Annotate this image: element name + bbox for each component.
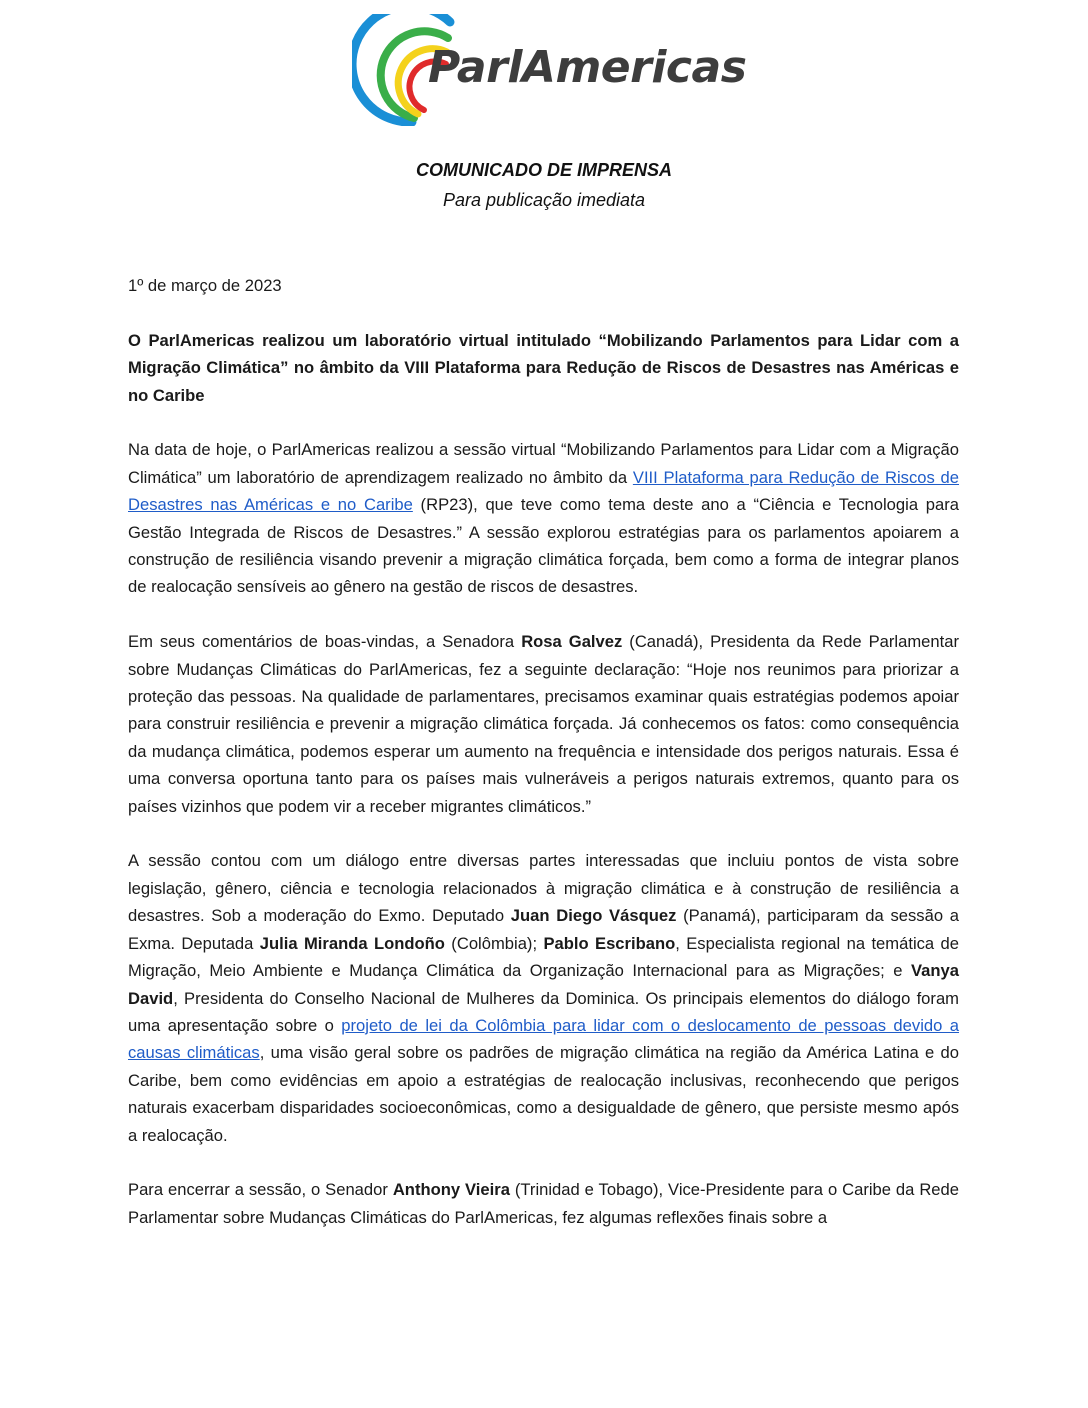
p3-text-d: , Especialista regional na temática de Migração, Meio Ambiente e Mudança Climática da Organização Internacional para as Migrações; e: [128, 933, 959, 981]
p3-text-a: A sessão contou com um diálogo entre diversas partes interessadas que incluiu pontos de vista sobre legislação, gênero, ciência e tecnologia relacionados à migração climática e à construção de resiliência a desastres. Sob a moderação do Exmo. Deputado: [128, 851, 959, 926]
p3-name-2: Julia Miranda Londoño: [259, 933, 445, 953]
document-body: [128, 272, 959, 1259]
p3-name-1: Juan Diego Vásquez: [510, 906, 677, 926]
p2-text-a: Em seus comentários de boas-vindas, a Senadora: [128, 632, 522, 652]
p2-name: Rosa Galvez: [521, 632, 623, 652]
p4-text-b: (Trinidad e Tobago), Vice-Presidente para o Caribe da Rede Parlamentar sobre Mudanças Climáticas do ParlAmericas, fez algumas reflexões finais sobre a: [128, 1180, 959, 1227]
colombia-bill-link[interactable]: projeto de lei da Colômbia para lidar com o deslocamento de pessoas devido a causas climáticas: [128, 1015, 959, 1063]
logo-wordmark: ParlAmericas: [428, 42, 747, 93]
p2-text-b: (Canadá), Presidenta da Rede Parlamentar sobre Mudanças Climáticas do ParlAmericas, fez a seguinte declaração: “Hoje nos reunimos para priorizar a proteção das pessoas. Na qualidade de parlamentares, precisamos examinar quais estratégias podemos apoiar para construir resiliência e prevenir a migração climática forçada. Já conhecemos os fatos: como consequência da mudança climática, podemos esperar um aumento na frequência e intensidade dos perigos naturais. Essa é uma conversa oportuna tanto para os países mais vulneráveis a perigos naturais extremos, quanto para os países vizinhos que podem vir a receber migrantes climáticos.”: [128, 632, 959, 816]
paragraph-1: [128, 436, 959, 600]
p3-name-4: Vanya David: [128, 961, 959, 1008]
p3-text-c: (Colômbia);: [444, 933, 544, 953]
paragraph-2: [128, 628, 959, 820]
p1-text-b: (RP23), que teve como tema deste ano a “Ciência e Tecnologia para Gestão Integrada de Riscos de Desastres.” A sessão explorou estratégias para os parlamentos apoiarem a construção de resiliência visando prevenir a migração climática forçada, bem como a forma de integrar planos de realocação sensíveis ao gênero na gestão de riscos de desastres.: [128, 495, 959, 597]
press-release-title: COMUNICADO DE IMPRENSA: [415, 160, 672, 180]
p4-text-a: Para encerrar a sessão, o Senador: [128, 1180, 393, 1200]
p4-name: Anthony Vieira: [392, 1180, 510, 1200]
p1-text-a: Na data de hoje, o ParlAmericas realizou a sessão virtual “Mobilizando Parlamentos para Lidar com a Migração Climática” um laboratório de aprendizagem realizado no âmbito da: [128, 440, 959, 487]
p3-text-b: (Panamá), participaram da sessão a Exma. Deputada: [128, 906, 959, 953]
p3-text-f: , uma visão geral sobre os padrões de migração climática na região da América Latina e do Caribe, bem como evidências em apoio a estratégias de realocação inclusivas, reconhecendo que perigos naturais exacerbam disparidades socioeconômicas, como a desigualdade de gênero, que persiste mesmo após a realocação.: [128, 1043, 960, 1145]
parlamericas-logo: [352, 14, 747, 126]
paragraph-3: [128, 847, 959, 1148]
release-date: 1º de março de 2023: [128, 276, 282, 295]
press-release-subtitle: Para publicação imediata: [442, 190, 646, 210]
lead-paragraph: O ParlAmericas realizou um laboratório virtual intitulado “Mobilizando Parlamentos para Lidar com a Migração Climática” no âmbito da VIII Plataforma para Redução de Riscos de Desastres nas Américas e no Caribe: [128, 330, 959, 405]
rp23-platform-link[interactable]: VIII Plataforma para Redução de Riscos de Desastres nas Américas e no Caribe: [128, 467, 960, 515]
p3-name-3: Pablo Escribano: [543, 933, 676, 953]
paragraph-4: [128, 1176, 959, 1231]
p3-text-e: , Presidenta do Conselho Nacional de Mulheres da Dominica. Os principais elementos do diálogo foram uma apresentação sobre o: [128, 988, 959, 1035]
